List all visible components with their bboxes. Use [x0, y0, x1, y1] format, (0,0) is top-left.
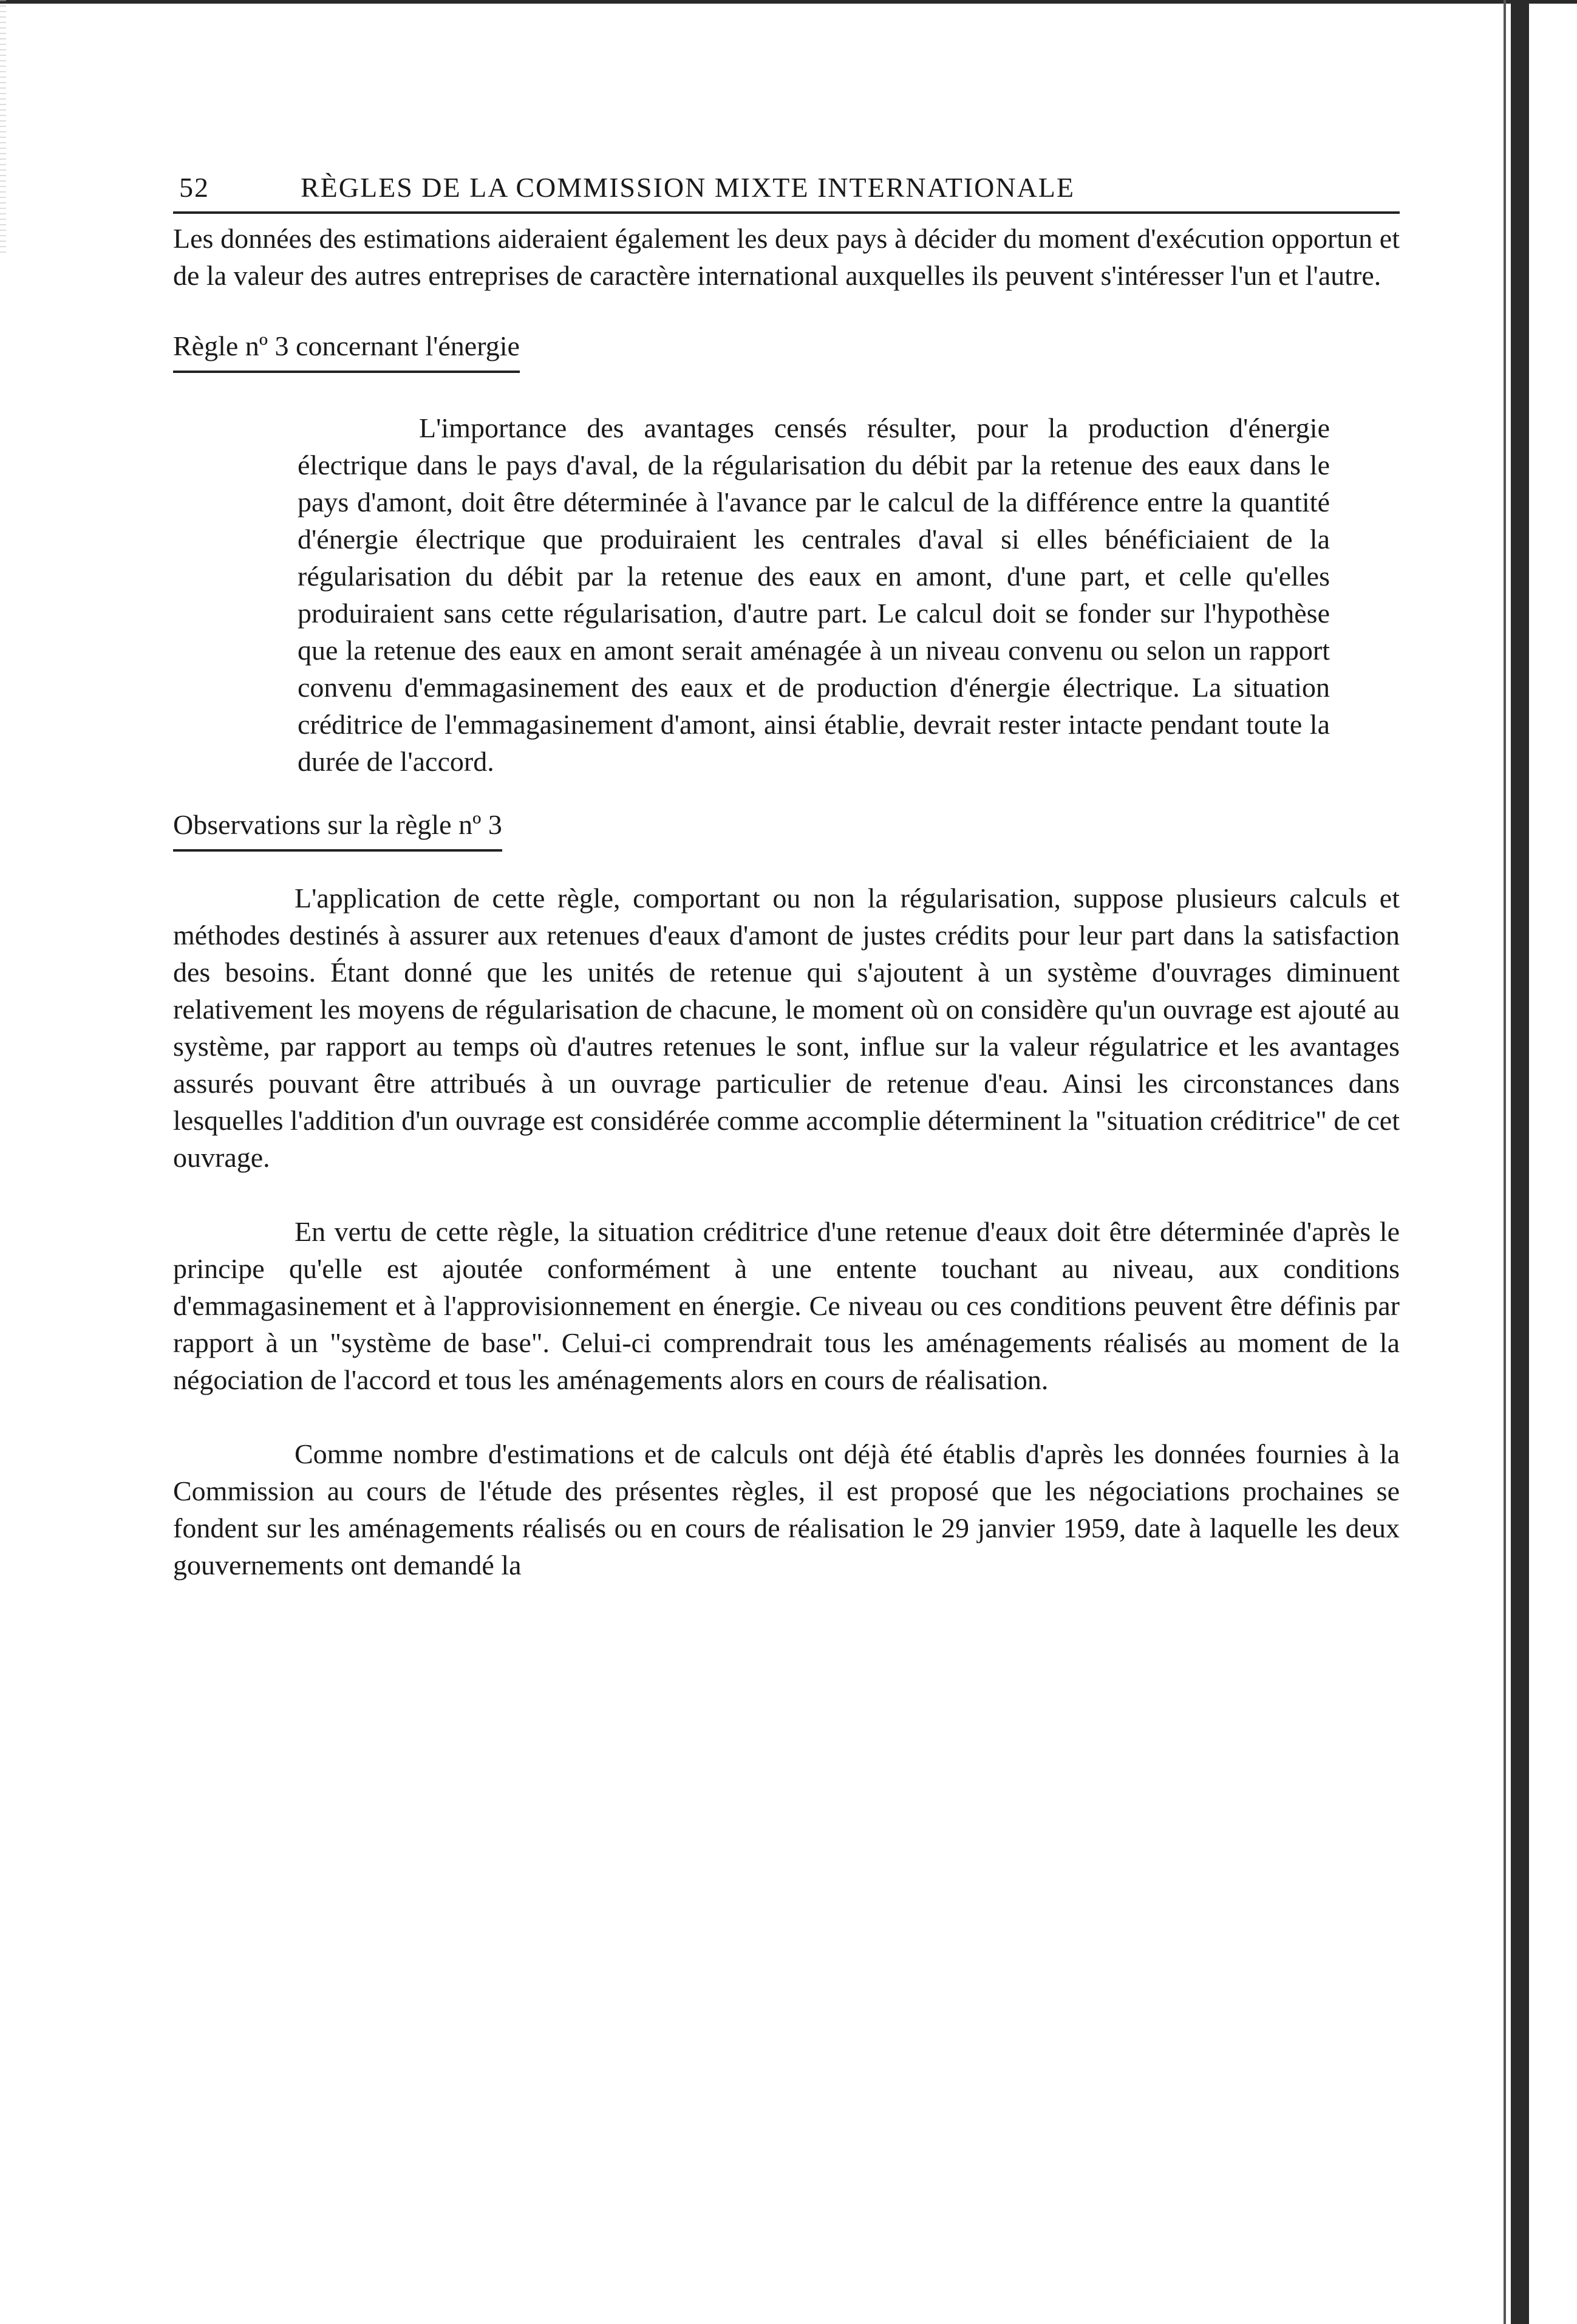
observation-paragraph-3: Comme nombre d'estimations et de calculs ont déjà été établis d'après les données fournies à la Commission au cours de l'étude des présentes règles, il est proposé que les négociations prochaines se fondent sur les aménagements réalisés ou en cours de réalisation le 29 janvier 1959, date à laquelle les deux gouvernements ont demandé la	[173, 1438, 1400, 1581]
observation-paragraph-1: L'application de cette règle, comportant ou non la régularisation, suppose plusieurs calculs et méthodes destinés à assurer aux retenues d'eaux d'amont de justes crédits pour leur part dans la satisfaction des besoins. Étant donné que les unités de retenue qui s'ajoutent à un système d'ouvrages diminuent relativement les moyens de régularisation de chacune, le moment où on considère qu'un ouvrage est ajouté au système, par rapport au temps où d'autres retenues le sont, influe sur la valeur régulatrice et les avantages assurés pouvant être attribués à un ouvrage particulier de retenue d'eau. Ainsi les circonstances dans lesquelles l'addition d'un ouvrage est considérée comme accomplie déterminent la "situation créditrice" de cet ouvrage.	[173, 883, 1400, 1173]
scan-binding-line	[1504, 0, 1506, 2324]
observation-paragraph-2: En vertu de cette règle, la situation créditrice d'une retenue d'eaux doit être déterminée d'après le principe qu'elle est ajoutée conformément à une entente touchant au niveau, aux conditions d'emmagasinement et à l'approvisionnement en énergie. Ce niveau ou ces conditions peuvent être définis par rapport à un "système de base". Celui-ci comprendrait tous les aménagements réalisés au moment de la négociation de l'accord et tous les aménagements alors en cours de réalisation.	[173, 1216, 1400, 1395]
running-header	[173, 164, 1400, 214]
intro-paragraph: Les données des estimations aideraient également les deux pays à décider du moment d'exécution opportun et de la valeur des autres entreprises de caractère international auxquelles ils peuvent s'intéresser l'un et l'autre.	[173, 223, 1400, 291]
running-title: RÈGLES DE LA COMMISSION MIXTE INTERNATIONALE	[301, 172, 1075, 203]
rule-text: L'importance des avantages censés résulter, pour la production d'énergie électrique dans le pays d'aval, de la régularisation du débit par la retenue des eaux dans le pays d'amont, doit être déterminée à l'avance par le calcul de la différence entre la quantité d'énergie électrique que produiraient les centrales d'aval si elles bénéficiaient de la régularisation du débit par la retenue des eaux en amont, d'une part, et celle qu'elles produiraient sans cette régularisation, d'autre part. Le calcul doit se fonder sur l'hypothèse que la retenue des eaux en amont serait aménagée à un niveau convenu ou selon un rapport convenu d'emmagasinement des eaux et de production d'énergie électrique. La situation créditrice de l'emmagasinement d'amont, ainsi établie, devrait rester intacte pendant toute la durée de l'accord.	[298, 412, 1330, 777]
scan-right-edge	[1511, 0, 1529, 2324]
page-number: 52	[179, 172, 209, 203]
scan-top-edge	[0, 0, 1577, 4]
rule-heading: Règle nº 3 concernant l'énergie	[173, 328, 520, 373]
document-page	[173, 164, 1400, 1584]
scan-left-edge	[0, 0, 6, 255]
observations-heading: Observations sur la règle nº 3	[173, 807, 502, 852]
